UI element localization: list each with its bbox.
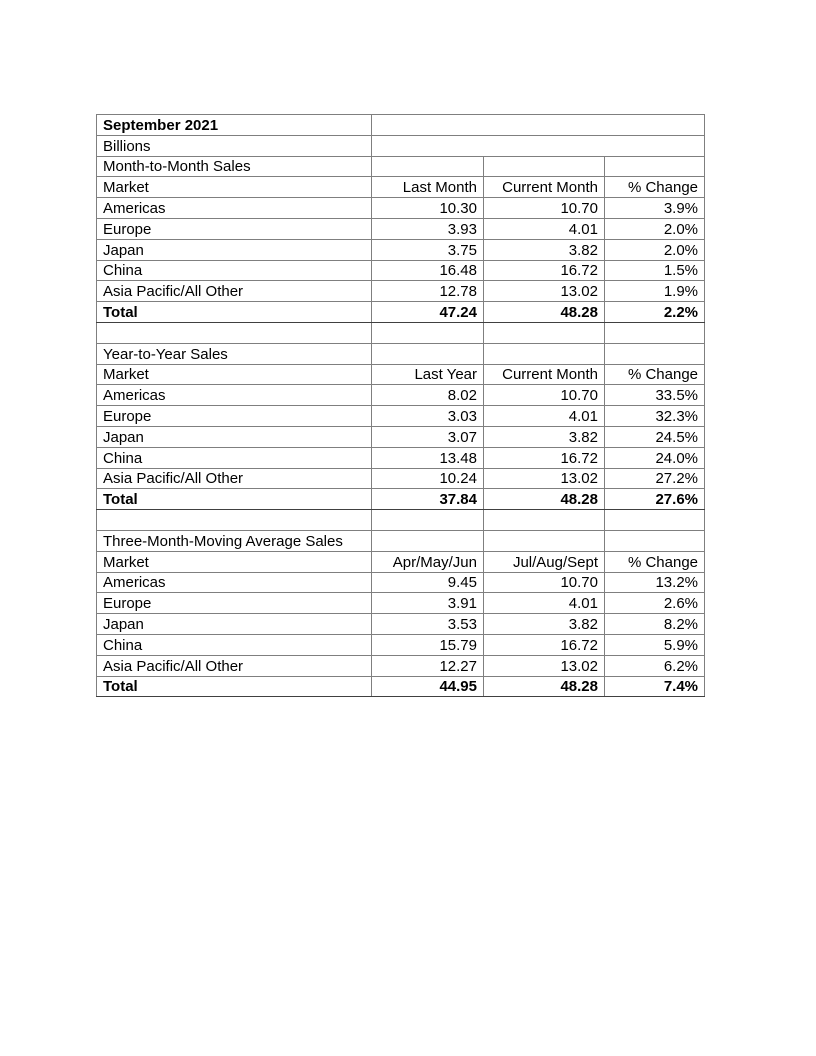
market-name: Japan	[97, 614, 372, 635]
spacer-row	[97, 322, 705, 343]
market-name: Japan	[97, 239, 372, 260]
table-cell: 3.03	[372, 406, 484, 427]
table-row	[97, 198, 705, 219]
column-header-row	[97, 177, 705, 198]
table-cell: 27.2%	[605, 468, 705, 489]
table-cell: 13.02	[484, 468, 605, 489]
table-cell: 4.01	[484, 218, 605, 239]
table-cell: 5.9%	[605, 634, 705, 655]
empty-cell	[372, 530, 484, 551]
total-cell: 2.2%	[605, 302, 705, 323]
units-row	[97, 135, 705, 156]
table-cell: 8.02	[372, 385, 484, 406]
section-heading-row	[97, 156, 705, 177]
section-heading-row	[97, 530, 705, 551]
table-cell: 24.5%	[605, 426, 705, 447]
total-cell: 7.4%	[605, 676, 705, 697]
table-cell: 12.78	[372, 281, 484, 302]
market-name: Asia Pacific/All Other	[97, 468, 372, 489]
empty-cell	[605, 322, 705, 343]
table-cell: 2.0%	[605, 218, 705, 239]
empty-cell	[605, 510, 705, 531]
total-cell: 44.95	[372, 676, 484, 697]
column-header-market: Market	[97, 551, 372, 572]
table-cell: 4.01	[484, 593, 605, 614]
table-cell: 10.70	[484, 572, 605, 593]
empty-cell	[605, 156, 705, 177]
table-cell: 32.3%	[605, 406, 705, 427]
total-cell: 37.84	[372, 489, 484, 510]
table-cell: 13.02	[484, 281, 605, 302]
table-row	[97, 218, 705, 239]
total-row	[97, 302, 705, 323]
table-cell: 33.5%	[605, 385, 705, 406]
empty-cell	[484, 322, 605, 343]
empty-cell	[484, 156, 605, 177]
table-cell: 13.02	[484, 655, 605, 676]
empty-cell	[605, 530, 705, 551]
empty-cell	[484, 510, 605, 531]
table-cell: 10.30	[372, 198, 484, 219]
section-heading-row	[97, 343, 705, 364]
empty-cell	[372, 115, 705, 136]
total-cell: 47.24	[372, 302, 484, 323]
market-name: Europe	[97, 406, 372, 427]
units-label: Billions	[97, 135, 372, 156]
table-cell: 3.53	[372, 614, 484, 635]
market-name: China	[97, 260, 372, 281]
sales-table	[96, 114, 705, 697]
table-cell: 13.2%	[605, 572, 705, 593]
column-header: Current Month	[484, 364, 605, 385]
empty-cell	[97, 322, 372, 343]
table-cell: 4.01	[484, 406, 605, 427]
table-row	[97, 447, 705, 468]
column-header: Jul/Aug/Sept	[484, 551, 605, 572]
total-row	[97, 489, 705, 510]
title-row	[97, 115, 705, 136]
empty-cell	[605, 343, 705, 364]
empty-cell	[484, 343, 605, 364]
table-cell: 10.70	[484, 198, 605, 219]
column-header: % Change	[605, 177, 705, 198]
column-header: Last Year	[372, 364, 484, 385]
table-cell: 3.91	[372, 593, 484, 614]
market-name: Asia Pacific/All Other	[97, 655, 372, 676]
table-cell: 1.9%	[605, 281, 705, 302]
total-cell: 48.28	[484, 302, 605, 323]
total-row	[97, 676, 705, 697]
empty-cell	[484, 530, 605, 551]
column-header: Apr/May/Jun	[372, 551, 484, 572]
table-cell: 3.75	[372, 239, 484, 260]
table-row	[97, 634, 705, 655]
market-name: Japan	[97, 426, 372, 447]
empty-cell	[372, 135, 705, 156]
table-body	[97, 115, 705, 697]
total-cell: 48.28	[484, 489, 605, 510]
table-cell: 6.2%	[605, 655, 705, 676]
empty-cell	[372, 510, 484, 531]
table-row	[97, 426, 705, 447]
table-row	[97, 614, 705, 635]
report-title: September 2021	[97, 115, 372, 136]
empty-cell	[97, 510, 372, 531]
table-cell: 8.2%	[605, 614, 705, 635]
table-row	[97, 572, 705, 593]
column-header-row	[97, 364, 705, 385]
column-header-row	[97, 551, 705, 572]
column-header-market: Market	[97, 177, 372, 198]
market-name: Americas	[97, 198, 372, 219]
table-cell: 3.9%	[605, 198, 705, 219]
spacer-row	[97, 510, 705, 531]
table-cell: 24.0%	[605, 447, 705, 468]
table-cell: 3.82	[484, 614, 605, 635]
total-label: Total	[97, 676, 372, 697]
table-cell: 12.27	[372, 655, 484, 676]
total-cell: 48.28	[484, 676, 605, 697]
table-cell: 16.72	[484, 447, 605, 468]
table-cell: 10.70	[484, 385, 605, 406]
table-cell: 2.6%	[605, 593, 705, 614]
table-row	[97, 281, 705, 302]
table-row	[97, 260, 705, 281]
table-cell: 10.24	[372, 468, 484, 489]
table-row	[97, 239, 705, 260]
table-cell: 15.79	[372, 634, 484, 655]
table-cell: 3.82	[484, 239, 605, 260]
table-row	[97, 468, 705, 489]
market-name: Americas	[97, 572, 372, 593]
market-name: China	[97, 634, 372, 655]
table-cell: 1.5%	[605, 260, 705, 281]
total-label: Total	[97, 489, 372, 510]
market-name: Europe	[97, 593, 372, 614]
empty-cell	[372, 156, 484, 177]
table-cell: 3.82	[484, 426, 605, 447]
total-cell: 27.6%	[605, 489, 705, 510]
table-cell: 9.45	[372, 572, 484, 593]
table-row	[97, 593, 705, 614]
empty-cell	[372, 343, 484, 364]
table-cell: 13.48	[372, 447, 484, 468]
empty-cell	[372, 322, 484, 343]
market-name: China	[97, 447, 372, 468]
table-cell: 3.07	[372, 426, 484, 447]
section-heading: Month-to-Month Sales	[97, 156, 372, 177]
table-row	[97, 406, 705, 427]
market-name: Americas	[97, 385, 372, 406]
table-row	[97, 655, 705, 676]
table-cell: 16.72	[484, 634, 605, 655]
table-cell: 3.93	[372, 218, 484, 239]
column-header: Last Month	[372, 177, 484, 198]
total-label: Total	[97, 302, 372, 323]
table-cell: 16.72	[484, 260, 605, 281]
table-cell: 16.48	[372, 260, 484, 281]
market-name: Europe	[97, 218, 372, 239]
column-header: % Change	[605, 364, 705, 385]
market-name: Asia Pacific/All Other	[97, 281, 372, 302]
column-header: % Change	[605, 551, 705, 572]
column-header: Current Month	[484, 177, 605, 198]
section-heading: Three-Month-Moving Average Sales	[97, 530, 372, 551]
table-row	[97, 385, 705, 406]
column-header-market: Market	[97, 364, 372, 385]
section-heading: Year-to-Year Sales	[97, 343, 372, 364]
table-cell: 2.0%	[605, 239, 705, 260]
